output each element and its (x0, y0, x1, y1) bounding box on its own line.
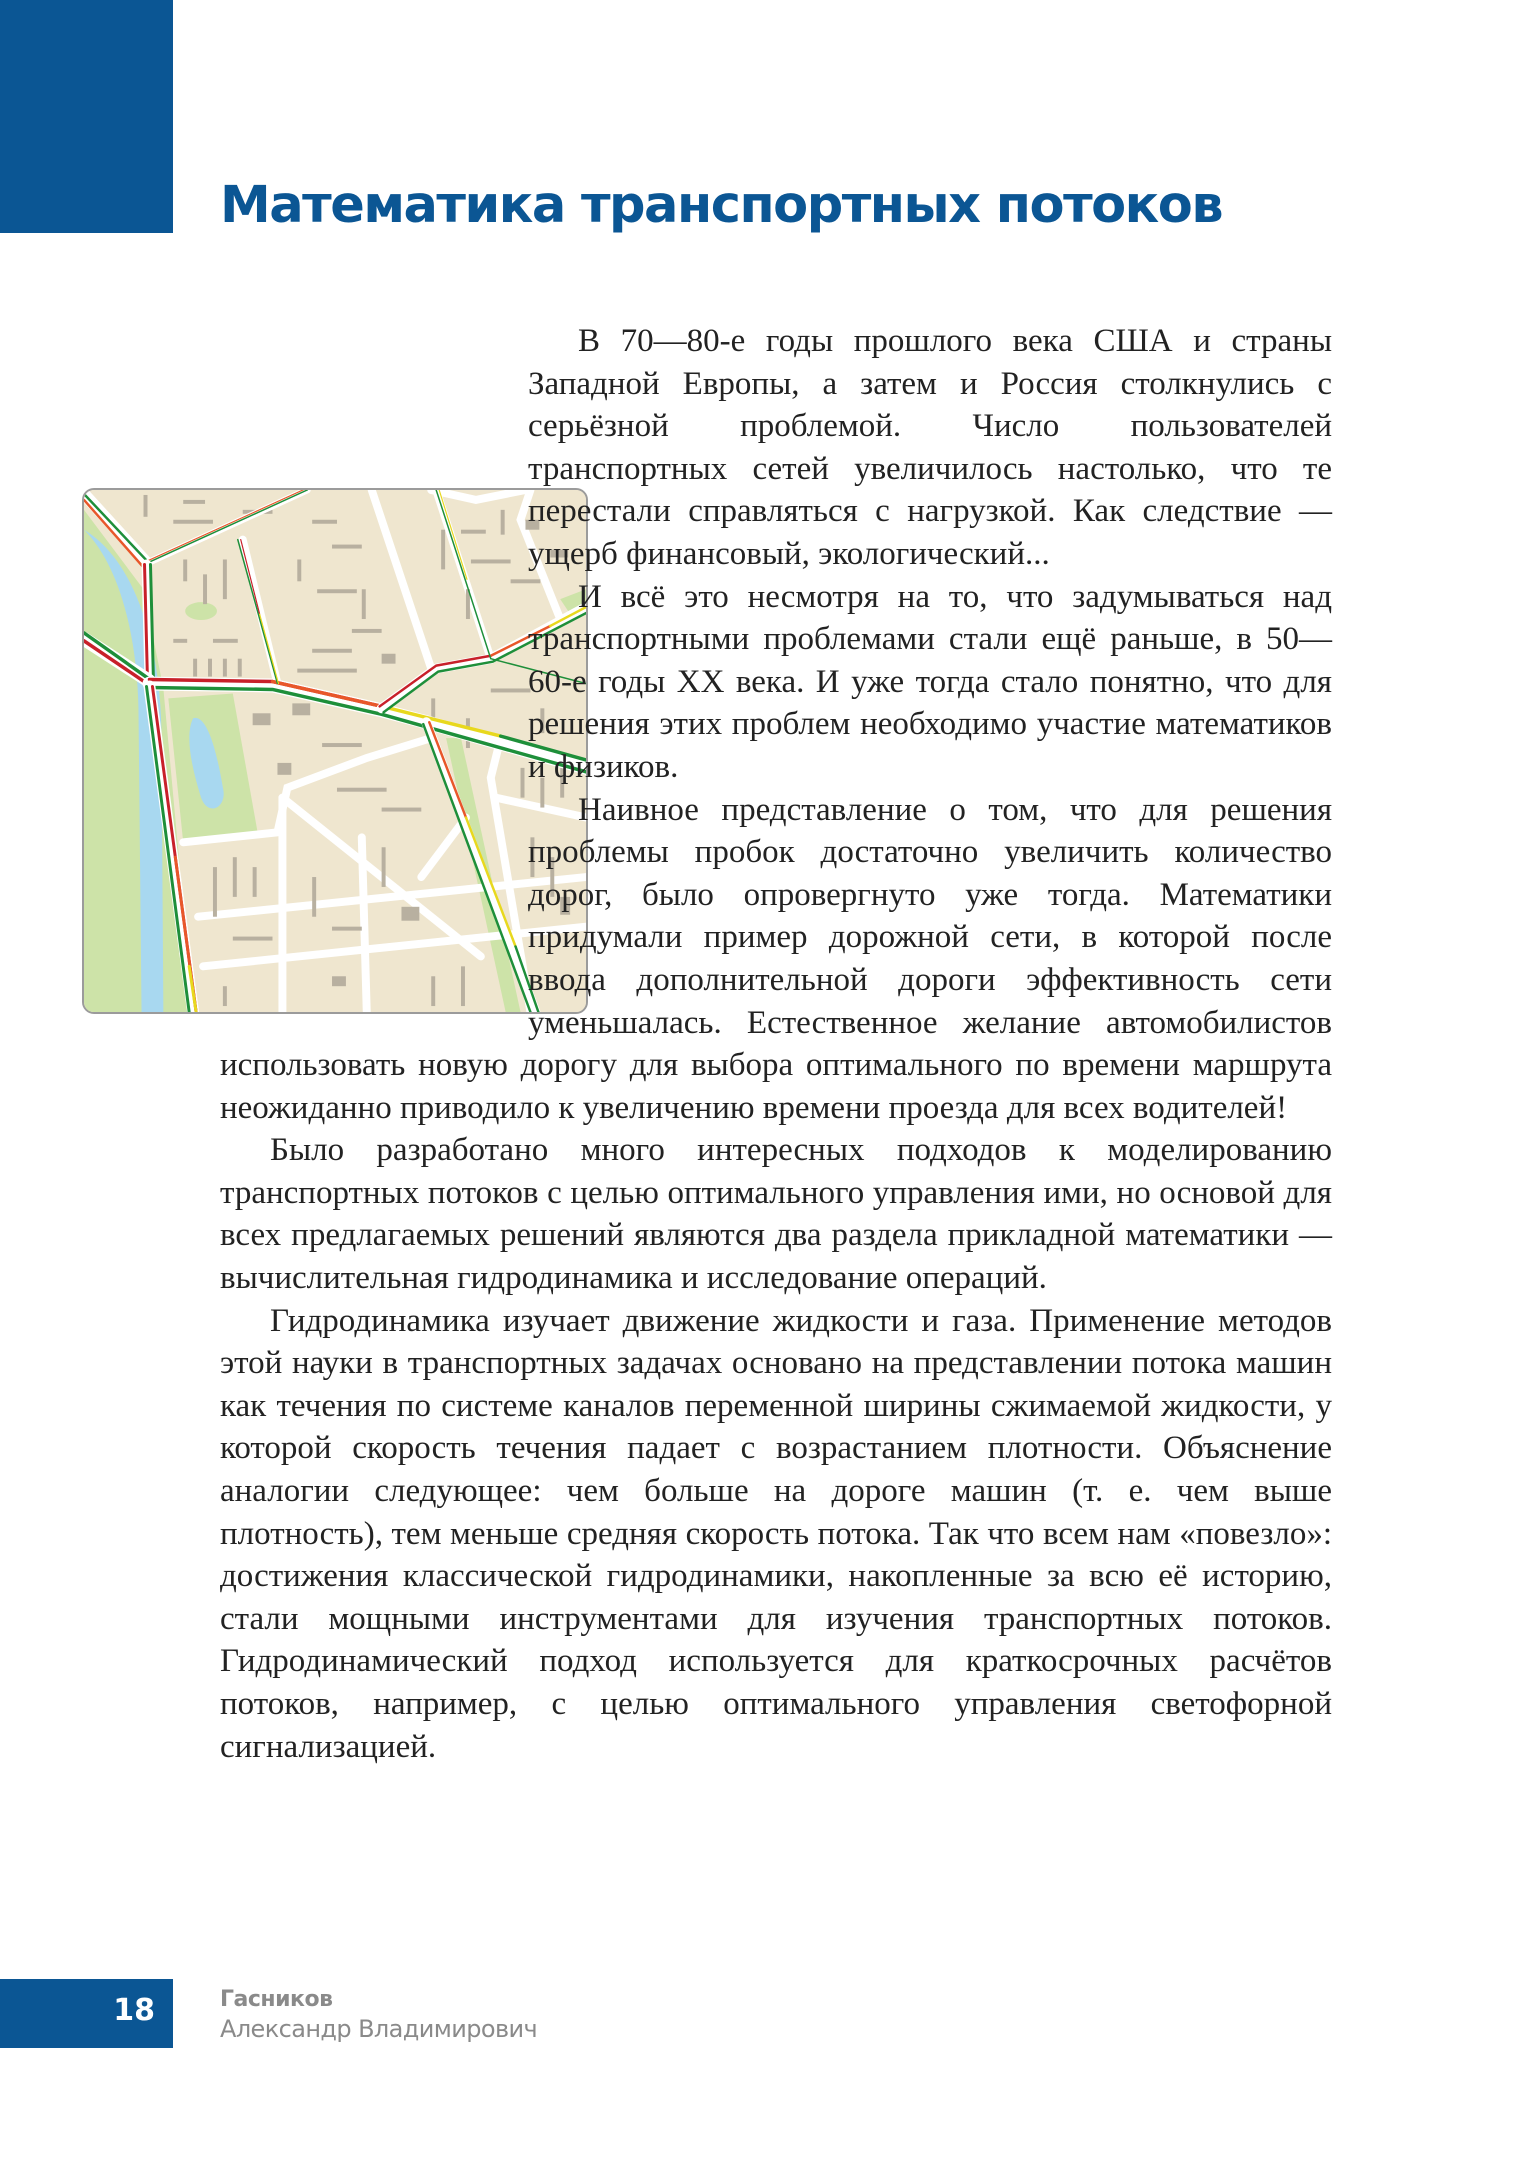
article-body (220, 320, 1332, 1768)
author-last-name: Гасников (220, 1987, 333, 2012)
paragraph-4: Было разработано много интересных подходов к моделированию транспортных потоков с целью оптимального управления ими, но основой для всех предлагаемых решений являются два раздела прикладной математики — вычислительная гидродинамика и исследование операций. (220, 1132, 1332, 1297)
paragraph-5: Гидродинамика изучает движение жидкости и газа. Применение методов этой науки в транспортных задачах основано на представлении потока машин как течения по системе каналов переменной ширины сжимаемой жидкости, у которой скорость течения падает с возрастанием плотности. Объяснение аналогии следующее: чем больше на дороге машин (т. е. чем выше плотность), тем меньше средняя скорость потока. Так что всем нам «повезло»: достижения классической гидродинамики, накопленные за всю её историю, стали мощными инструментами для изучения транспортных потоков. Гидродинамический подход используется для краткосрочных расчётов потоков, например, с целью оптимального управления светофорной сигнализацией. (220, 1302, 1332, 1765)
paragraph-1: В 70—80-е годы прошлого века США и страны Западной Европы, а затем и Россия столкнулись с серьёзной проблемой. Число пользователей транспортных сетей увеличилось настолько, что те перестали справляться с нагрузкой. Как следствие — ущерб финансовый, экологический... (528, 323, 1332, 572)
author-block (220, 1986, 537, 2044)
author-first-names: Александр Владимирович (220, 2015, 538, 2043)
header-accent-bar (0, 0, 173, 233)
page-number-box (0, 1979, 173, 2048)
paragraph-2: И всё это несмотря на то, что задумываться над транспортными проблемами стали ещё раньше, в 50—60-е годы XX века. И уже тогда стало понятно, что для решения этих проблем необходимо участие математиков и физиков. (528, 578, 1332, 785)
page-number: 18 (113, 1993, 155, 2028)
figure-float-space (82, 486, 482, 1016)
page-title: Математика транспортных потоков (220, 176, 1223, 235)
paragraph-3: Наивное представление о том, что для решения проблемы пробок достаточно увеличить количество дорог, было опровергнуто уже тогда. Математики придумали пример дорожной сети, в которой после ввода дополнительной дороги эффективность сети уменьшалась. Естественное желание автомобилистов использовать новую дорогу для выбора оптимального по времени маршрута неожиданно приводило к увеличению времени проезда для всех водителей! (220, 791, 1332, 1126)
